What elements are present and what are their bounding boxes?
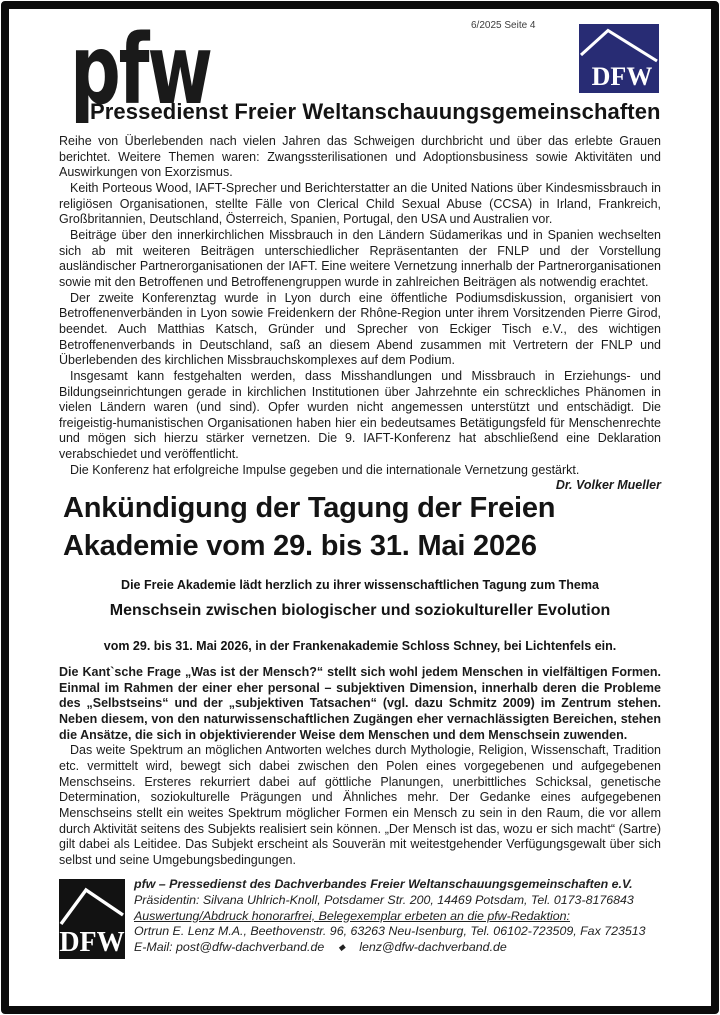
imprint-footer <box>59 877 661 956</box>
article-paragraph: Der zweite Konferenztag wurde in Lyon durch eine öffentliche Podiumsdiskussion, organisiert von Betroffenenverbänden in Lyon sowie Freidenkern der Rhône-Region unter ihrem Vorsitzenden Pierre Girod, beendet. Auch Matthias Katsch, Gründer und Sprecher von Eckiger Tisch e.V., des wichtigen Betroffenenverbands in Deutschland, saß an diesem Abend zusammen mit Vertretern der FNLP und Überlebenden des kirchlichen Missbrauchskomplexes auf dem Podium. <box>59 290 661 368</box>
author-signature: Dr. Volker Mueller <box>555 478 661 493</box>
email-address-lenz: lenz@dfw-dachverband.de <box>359 940 507 955</box>
imprint-text <box>134 877 661 956</box>
email-separator-icon: ◆ <box>338 942 346 953</box>
dfw-footer-logo-text: DFW <box>59 927 125 958</box>
announcement-invite-line: Die Freie Akademie lädt herzlich zu ihrer wissenschaftlichen Tagung zum Thema <box>121 578 599 592</box>
imprint-line-email <box>134 940 661 956</box>
imprint-line-publisher: pfw – Pressedienst des Dachverbandes Freier Weltanschauungsgemeinschaften e.V. <box>134 877 633 891</box>
announcement-title <box>63 489 555 565</box>
announcement-paragraph: Das weite Spektrum an möglichen Antworten welches durch Mythologie, Religion, Wissenschaft, Tradition etc. vermittelt wird, bewegt sich dabei zwischen den Polen eines vorgegebenen und aufgegebenen Menschseins. Ersteres rekurriert dabei auf göttliche Planungen, unerbittliches Schicksal, genetische Determination, soziokulturelle Prägungen und Ähnliches mehr. Der Gedanke eines aufgegebenen Menschseins stellt ein weites Spektrum möglicher Formen ein Mensch zu sein in den Raum, die vor allem durch Aktivität seitens des Subjekts realisiert sein können. „Der Mensch ist das, wozu er sich macht“ (Sartre) gilt dabei als Leitidee. Das Subjekt erscheint als Souverän mit weitestgehender Verfügungsgewalt über sich selbst und seine Umgebungsbedingungen. <box>59 743 661 867</box>
announcement-date-venue: vom 29. bis 31. Mai 2026, in der Frankenakademie Schloss Schney, bei Lichtenfels ein. <box>103 639 617 653</box>
announcement-title-line1: Ankündigung der Tagung der Freien <box>63 492 556 524</box>
dfw-logo-icon <box>579 24 659 93</box>
article-paragraph: Insgesamt kann festgehalten werden, dass Misshandlungen und Missbrauch in Erziehungs- und Bildungseinrichtungen gerade in kirchlichen Institutionen über Jahrzehnte ein schreckliches Phänomen in vielen Ländern waren (und sind). Opfer wurden nicht angemessen unterstützt und entschädigt. Die freigeistig-humanistischen Organisationen haben hier ein bedeutsames Betätigungsfeld für Menschenrechte und mögen sich hierzu stärker vernetzen. Die 9. IAFT-Konferenz hat abschließend eine Deklaration verabschiedet und veröffentlicht. <box>59 368 661 462</box>
announcement-title-line2: Akademie vom 29. bis 31. Mai 2026 <box>63 530 537 562</box>
email-address-post: E-Mail: post@dfw-dachverband.de <box>134 940 325 955</box>
dfw-footer-logo-icon <box>59 879 125 959</box>
dfw-logo-text: DFW <box>591 62 653 91</box>
masthead-title: Pressedienst Freier Weltanschauungsgemeinschaften <box>90 99 661 124</box>
announcement-lead-paragraph: Die Kant`sche Frage „Was ist der Mensch?“ stellt sich wohl jedem Menschen in vielfältigen Formen. Einmal im Rahmen der einer eher personal – subjektiven Dimension, innerhalb deren die Probleme des „Selbstseins“ und der „subjektiven Tatsachen“ (vgl. dazu Schmitz 2009) im Zentrum stehen. Neben diesem, von den naturwissenschaftlichen Zugängen eher vernachlässigten Bereichen, stehen die Ansätze, die sich in objektivierender Weise dem Menschen und dem Menschsein zuwenden. <box>59 665 661 742</box>
announcement-theme: Menschsein zwischen biologischer und soziokultureller Evolution <box>109 602 611 619</box>
pfw-logo: pfw <box>70 14 211 126</box>
article-paragraph: Keith Porteous Wood, IAFT-Sprecher und Berichterstatter an die United Nations über Kindesmissbrauch in religiösen Organisationen, stellte Fälle von Clerical Child Sexual Abuse (CCSA) in Irland, Frankreich, Großbritannien, Deutschland, Österreich, Spanien, Portugal, den USA und Australien vor. <box>59 180 661 227</box>
article-paragraph: Beiträge über den innerkirchlichen Missbrauch in den Ländern Südamerikas und in Spanien wechselten sich ab mit weiteren Beiträgen unterschiedlicher Repräsentanten der FNLP und der Vorstellung ausländischer Partnerorganisationen der IAFT. Eine weitere Vernetzung innerhalb der Partnerorganisationen sowie mit den Betroffenen und Betroffenengruppen wurde in zahlreichen Beiträgen als notwendig erachtet. <box>59 227 661 289</box>
imprint-line-president: Präsidentin: Silvana Uhlrich-Knoll, Potsdamer Str. 200, 14469 Potsdam, Tel. 0173-8176843 <box>134 892 634 907</box>
article-paragraph: Reihe von Überlebenden nach vielen Jahren das Schweigen durchbricht und über das erlebte Grauen berichtet. Weitere Themen waren: Zwangssterilisationen und Adoptionsbusiness sowie Aktivitäten und Auswirkungen von Exorzismus. <box>59 134 661 180</box>
imprint-line-editor: Ortrun E. Lenz M.A., Beethovenstr. 96, 63263 Neu-Isenburg, Tel. 06102-723509, Fax 723513 <box>134 924 646 939</box>
article-paragraph: Die Konferenz hat erfolgreiche Impulse gegeben und die internationale Vernetzung gestärkt. <box>70 462 580 477</box>
issue-page-label: 6/2025 Seite 4 <box>471 20 536 31</box>
announcement-body <box>59 665 661 869</box>
imprint-line-reprint-note: Auswertung/Abdruck honorarfrei, Belegexemplar erbeten an die pfw-Redaktion: <box>134 908 570 923</box>
conference-report-article <box>59 134 661 494</box>
